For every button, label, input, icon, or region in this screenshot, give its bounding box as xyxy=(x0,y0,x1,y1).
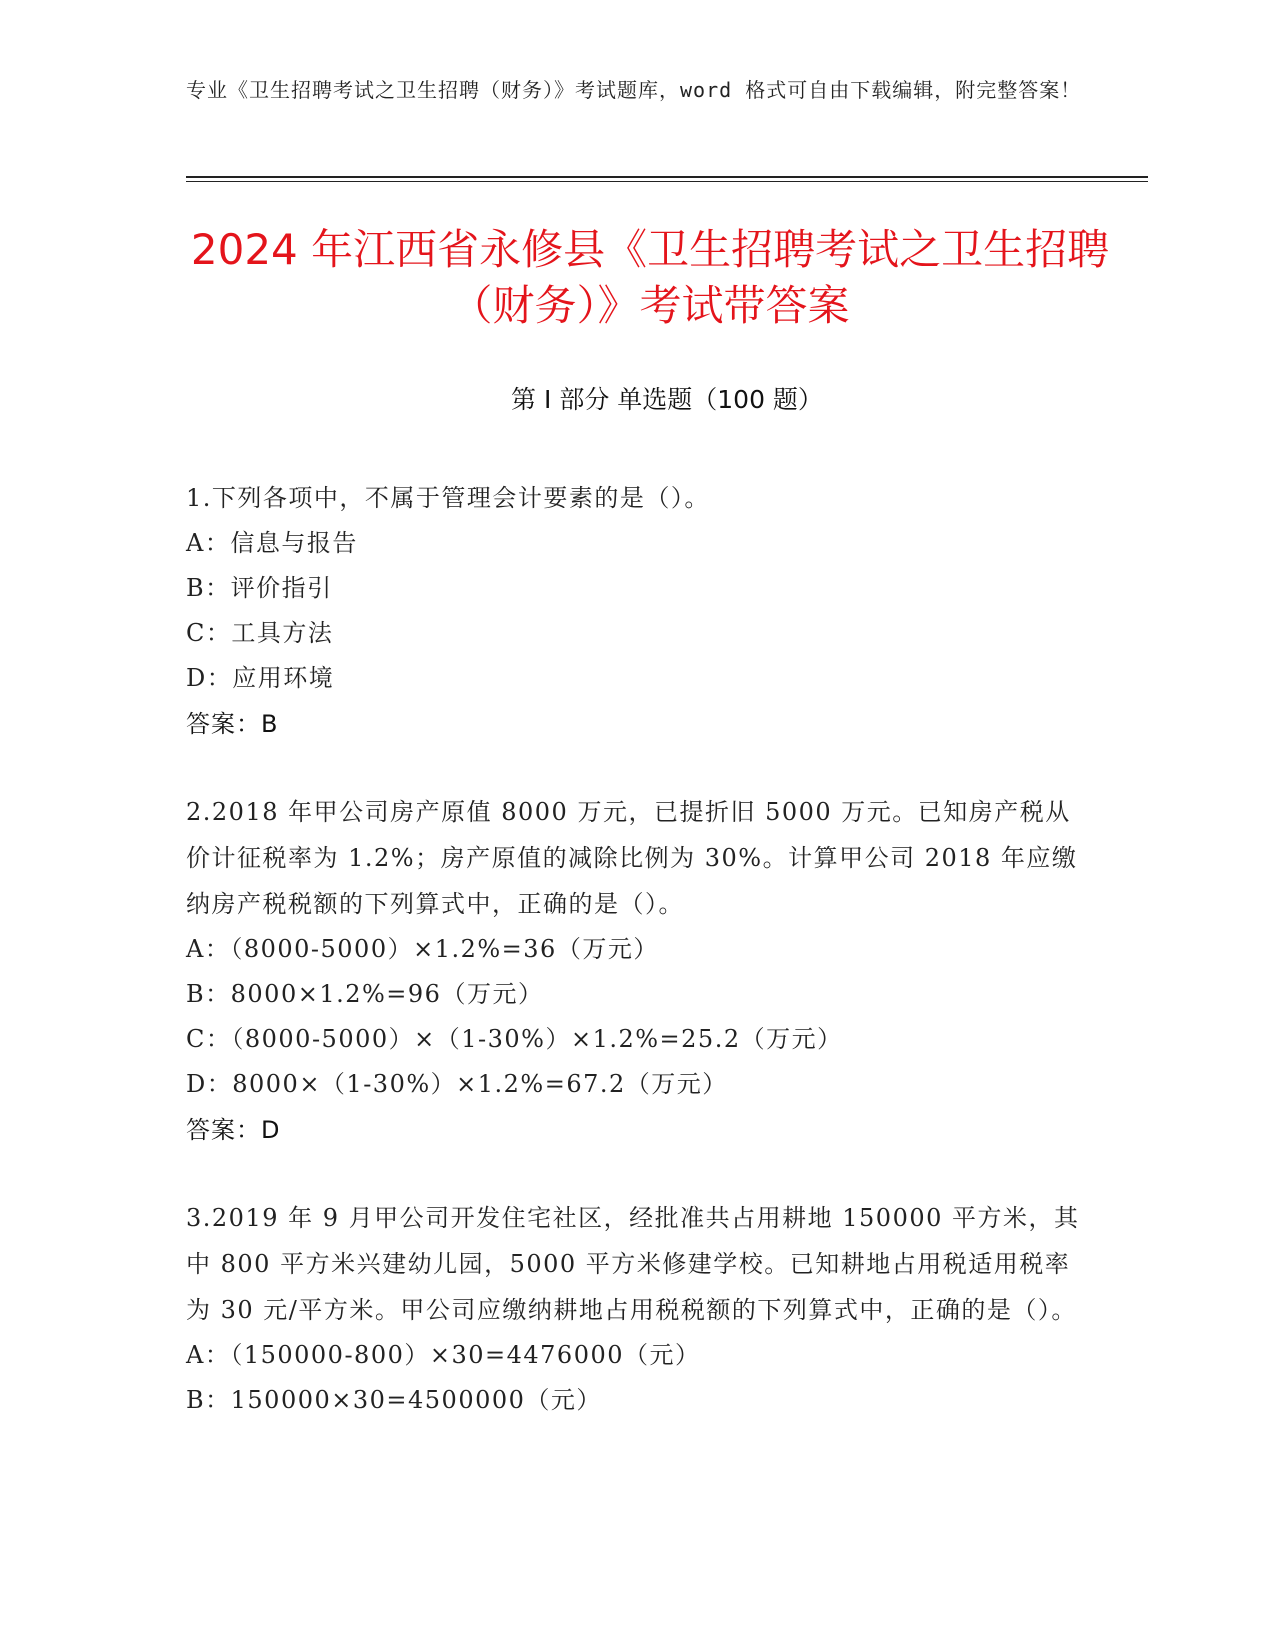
header-note: 专业《卫生招聘考试之卫生招聘（财务）》考试题库，word 格式可自由下载编辑，附完整答案！ xyxy=(186,78,1082,102)
option-a: A：信息与报告 xyxy=(186,529,358,557)
question-stem: 1.下列各项中，不属于管理会计要素的是（）。 xyxy=(186,484,710,512)
header-divider-thin xyxy=(186,181,1148,182)
section-heading: 第 I 部分 单选题（100 题） xyxy=(511,385,823,414)
document-title: 2024 年江西省永修县《卫生招聘考试之卫生招聘（财务）》考试带答案 xyxy=(190,225,1110,330)
option-d: D：8000×（1-30%）×1.2%=67.2（万元） xyxy=(186,1070,728,1098)
option-a: A：（8000-5000）×1.2%=36（万元） xyxy=(186,935,659,963)
option-b: B：评价指引 xyxy=(186,574,333,602)
option-b: B：8000×1.2%=96（万元） xyxy=(186,980,544,1008)
option-c: C：（8000-5000）×（1-30%）×1.2%=25.2（万元） xyxy=(186,1025,843,1053)
option-d: D：应用环境 xyxy=(186,664,335,692)
question-stem: 2.2018 年甲公司房产原值 8000 万元，已提折旧 5000 万元。已知房产税从价计征税率为 1.2%；房产原值的减除比例为 30%。计算甲公司 2018 年应缴纳房产税税额的下列算式中，正确的是（）。 xyxy=(186,798,1078,918)
option-b: B：150000×30=4500000（元） xyxy=(186,1386,602,1414)
question-3 xyxy=(186,1195,1086,1423)
option-c: C：工具方法 xyxy=(186,619,334,647)
question-stem: 3.2019 年 9 月甲公司开发住宅社区，经批准共占用耕地 150000 平方米，其中 800 平方米兴建幼儿园，5000 平方米修建学校。已知耕地占用税适用税率为 30 元/平方米。甲公司应缴纳耕地占用税税额的下列算式中，正确的是（）。 xyxy=(186,1204,1080,1324)
question-1 xyxy=(186,475,1086,747)
question-2 xyxy=(186,789,1086,1153)
question-list xyxy=(186,475,1086,1465)
header-divider xyxy=(186,176,1148,178)
answer-line: 答案：D xyxy=(186,1116,281,1144)
answer-line: 答案：B xyxy=(186,710,279,738)
option-a: A：（150000-800）×30=4476000（元） xyxy=(186,1341,701,1369)
